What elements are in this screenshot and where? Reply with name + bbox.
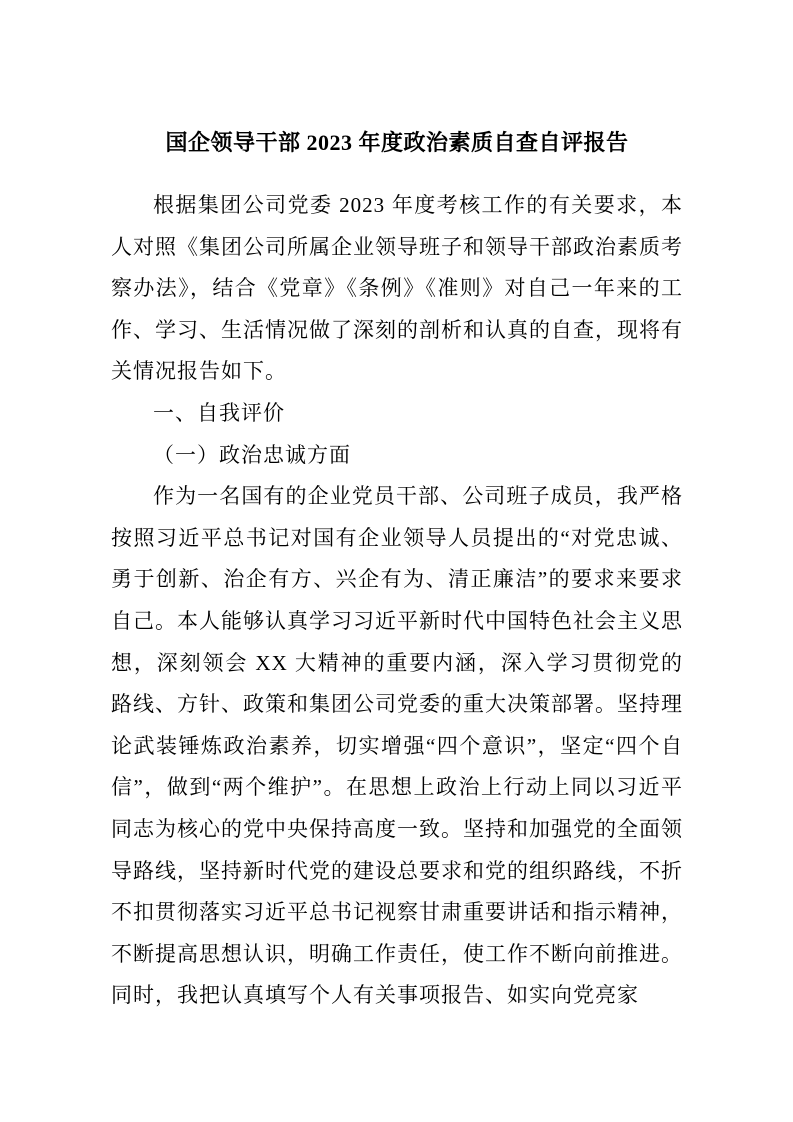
document-content <box>111 122 683 1017</box>
paragraph-political-loyalty-body: 作为一名国有的企业党员干部、公司班子成员，我严格按照习近平总书记对国有企业领导人员提出的“对党忠诚、勇于创新、治企有方、兴企有为、清正廉洁”的要求来要求自己。本人能够认真学习习近平新时代中国特色社会主义思想，深刻领会 XX 大精神的重要内涵，深入学习贯彻党的路线、方针、政策和集团公司党委的重大决策部署。坚持理论武装锤炼政治素养，切实增强“四个意识”，坚定“四个自信”，做到“两个维护”。在思想上政治上行动上同以习近平同志为核心的党中央保持高度一致。坚持和加强党的全面领导路线，坚持新时代党的建设总要求和党的组织路线，不折不扣贯彻落实习近平总书记视察甘肃重要讲话和指示精神，不断提高思想认识，明确工作责任，使工作不断向前推进。同时，我把认真填写个人有关事项报告、如实向党亮家 <box>111 484 683 1008</box>
heading-section-1-self-evaluation: 一、自我评价 <box>153 400 285 425</box>
document-body <box>111 185 683 1017</box>
document-title: 国企领导干部 2023 年度政治素质自查自评报告 <box>165 130 629 155</box>
paragraph-intro: 根据集团公司党委 2023 年度考核工作的有关要求，本人对照《集团公司所属企业领导班子和领导干部政治素质考察办法》，结合《党章》《条例》《准则》对自己一年来的工作、学习、生活情况做了深刻的剖析和认真的自查，现将有关情况报告如下。 <box>111 193 683 384</box>
heading-subsection-1-political-loyalty: （一）政治忠诚方面 <box>153 442 351 467</box>
